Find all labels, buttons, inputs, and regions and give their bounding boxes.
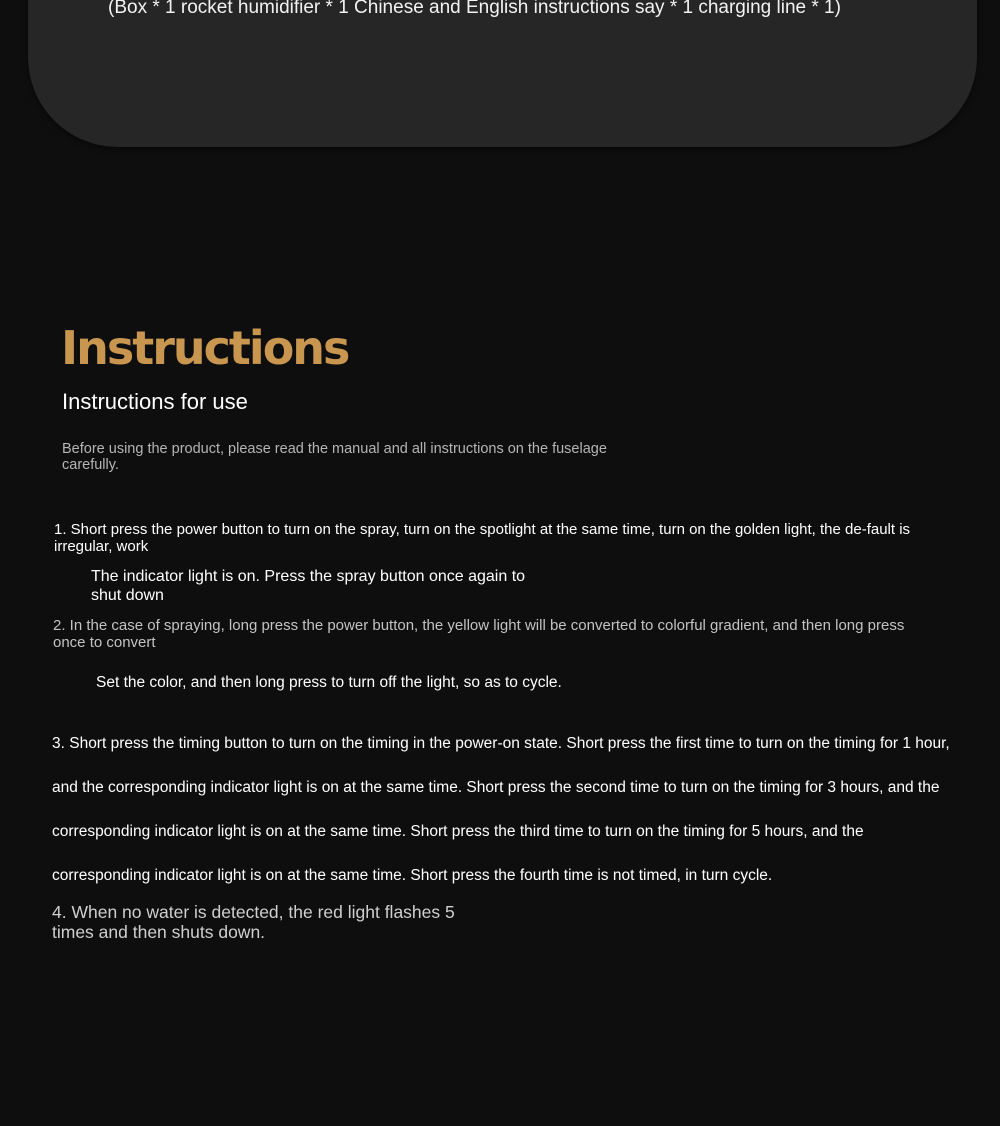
step-4-text: 4. When no water is detected, the red light flashes 5 times and then shuts down. [52,902,455,942]
step-2-continuation: Set the color, and then long press to turn off the light, so as to cycle. [96,674,562,691]
step-2-text: 2. In the case of spraying, long press the power button, the yellow light will be converted to colorful gradient, and then long press once to convert [53,617,905,651]
step-1-text: 1. Short press the power button to turn on the spray, turn on the spotlight at the same time, turn on the golden light, the de-fault is irregular, work [54,521,911,555]
package-contents-card [28,0,977,147]
instructions-intro: Before using the product, please read the manual and all instructions on the fuselage carefully. [62,441,607,473]
package-contents-text: (Box * 1 rocket humidifier * 1 Chinese and English instructions say * 1 charging line * 1) [108,0,841,18]
step-3-text: 3. Short press the timing button to turn on the timing in the power-on state. Short press the first time to turn on the timing for 1 hour, and the corresponding indicator light is on at the same time. Short press the second time to turn on the timing for 3 hours, and the corresponding indicator light is on at the same time. Short press the third time to turn on the timing for 5 hours, and the corresponding indicator light is on at the same time. Short press the fourth time is not timed, in turn cycle. [52,735,950,884]
step-1-continuation: The indicator light is on. Press the spray button once again to shut down [91,568,526,604]
instructions-heading: Instructions [61,321,349,375]
instructions-subheading: Instructions for use [62,389,248,414]
